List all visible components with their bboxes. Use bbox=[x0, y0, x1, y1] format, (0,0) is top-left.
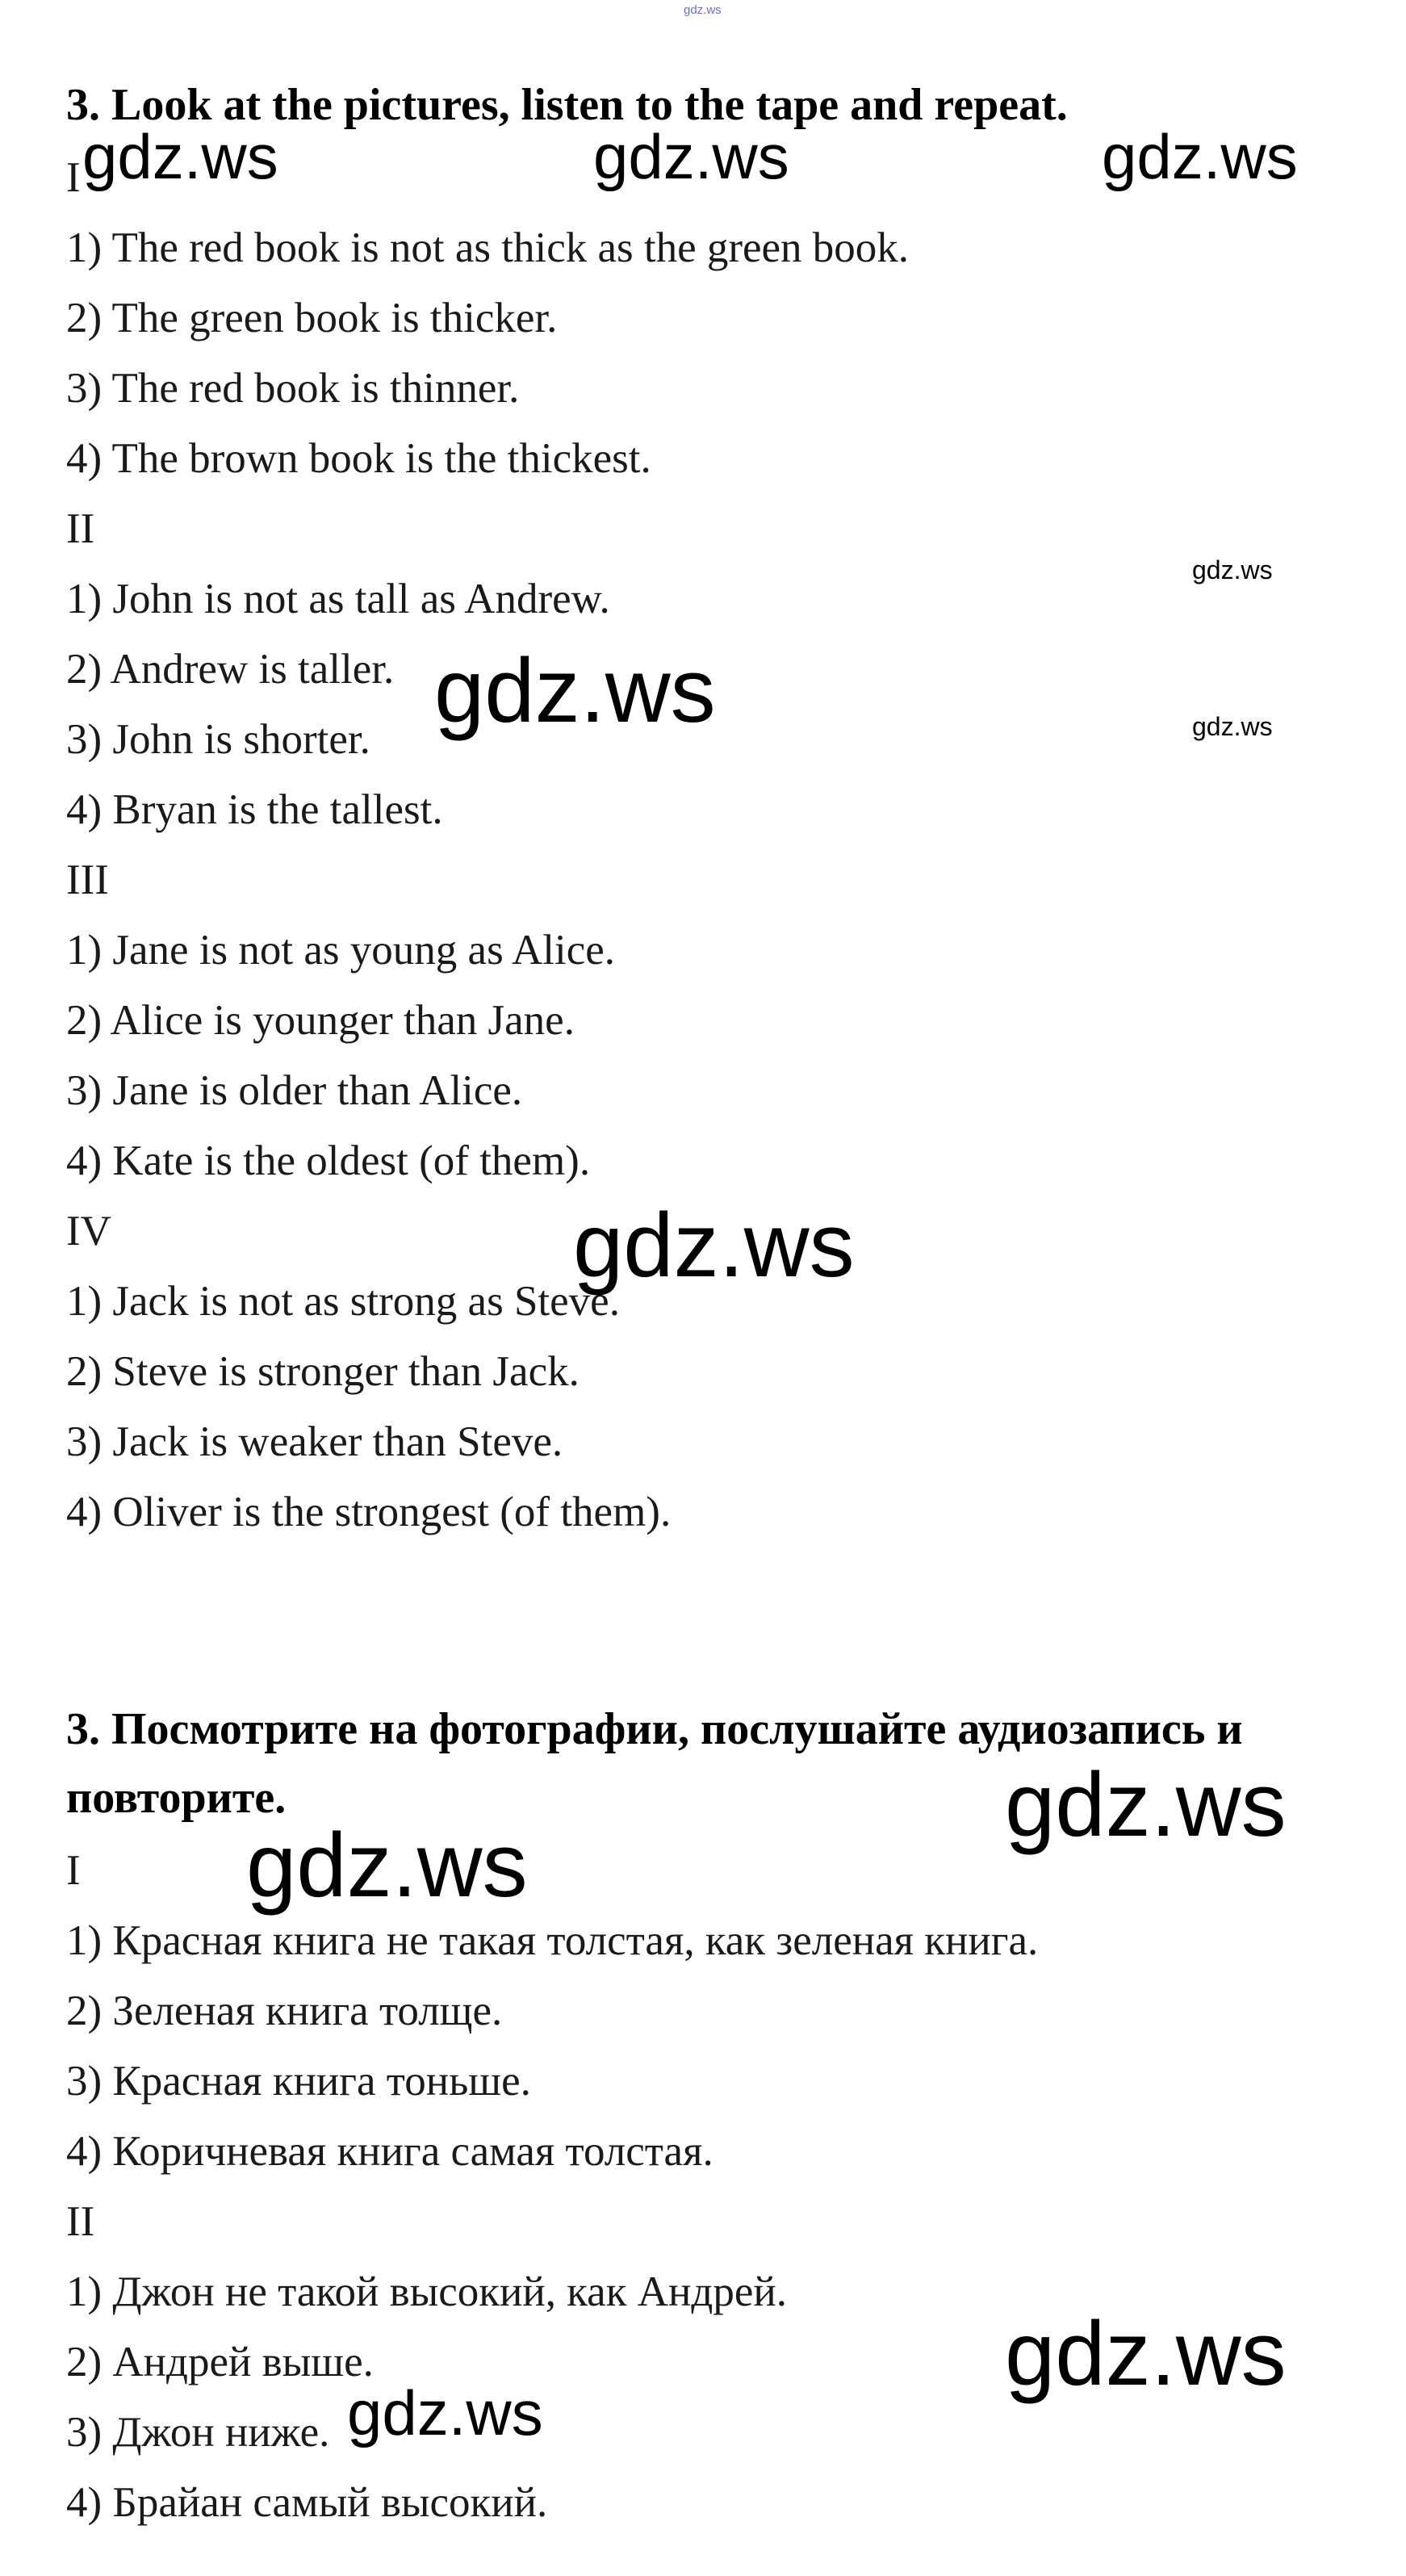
russian-heading-line2: повторите. bbox=[66, 1773, 287, 1823]
watermark: gdz.ws bbox=[82, 121, 278, 192]
sentence-line: 2) Andrew is taller. bbox=[66, 646, 395, 693]
english-heading: 3. Look at the pictures, listen to the tape and repeat. bbox=[66, 80, 1068, 130]
sentence-line: 1) Jane is not as young as Alice. bbox=[66, 927, 616, 974]
sentence-line: 2) The green book is thicker. bbox=[66, 295, 558, 341]
sentence-line: 4) Коричневая книга самая толстая. bbox=[66, 2128, 713, 2175]
sentence-line: 1) John is not as tall as Andrew. bbox=[66, 576, 610, 622]
sentence-line: 3) The red book is thinner. bbox=[66, 365, 520, 412]
sentence-line: 2) Steve is stronger than Jack. bbox=[66, 1348, 580, 1395]
sentence-line: 4) Oliver is the strongest (of them). bbox=[66, 1489, 672, 1535]
russian-heading-line1: 3. Посмотрите на фотографии, послушайте аудиозапись и bbox=[66, 1704, 1243, 1754]
sentence-line: 1) Джон не такой высокий, как Андрей. bbox=[66, 2268, 787, 2315]
sentence-line: 2) Alice is younger than Jane. bbox=[66, 997, 575, 1044]
watermark: gdz.ws bbox=[347, 2377, 543, 2448]
sentence-line: 3) John is shorter. bbox=[66, 716, 370, 763]
sentence-line: 4) Брайан самый высокий. bbox=[66, 2479, 548, 2526]
watermark: gdz.ws bbox=[573, 1195, 855, 1296]
sentence-line: 4) The brown book is the thickest. bbox=[66, 435, 651, 482]
sentence-line: 2) Зеленая книга толще. bbox=[66, 1987, 503, 2034]
group-label-ii: II bbox=[66, 2198, 95, 2245]
sentence-line: 2) Андрей выше. bbox=[66, 2339, 374, 2385]
group-label-i: I bbox=[66, 1847, 81, 1894]
sentence-line: 1) Красная книга не такая толстая, как зеленая книга. bbox=[66, 1917, 1039, 1964]
watermark: gdz.ws bbox=[1005, 1754, 1287, 1855]
sentence-line: 4) Bryan is the tallest. bbox=[66, 786, 443, 833]
sentence-line: 3) Jack is weaker than Steve. bbox=[66, 1418, 563, 1465]
sentence-line: 4) Kate is the oldest (of them). bbox=[66, 1137, 591, 1184]
watermark: gdz.ws bbox=[246, 1815, 528, 1916]
sentence-line: 3) Красная книга тоньше. bbox=[66, 2058, 531, 2105]
group-label-iv: IV bbox=[66, 1208, 111, 1254]
watermark: gdz.ws bbox=[434, 640, 716, 741]
sentence-line: 1) Jack is not as strong as Steve. bbox=[66, 1278, 620, 1325]
watermark: gdz.ws bbox=[1102, 121, 1298, 192]
watermark: gdz.ws bbox=[1005, 2303, 1287, 2404]
watermark: gdz.ws bbox=[593, 121, 789, 192]
group-label-i: I bbox=[66, 154, 81, 201]
group-label-ii: II bbox=[66, 505, 95, 552]
watermark: gdz.ws bbox=[1192, 555, 1273, 584]
sentence-line: 3) Jane is older than Alice. bbox=[66, 1067, 523, 1114]
group-label-iii: III bbox=[66, 857, 109, 903]
sentence-line: 3) Джон ниже. bbox=[66, 2409, 330, 2456]
sentence-line: 1) The red book is not as thick as the green book. bbox=[66, 224, 910, 271]
top-watermark: gdz.ws bbox=[684, 3, 722, 17]
watermark: gdz.ws bbox=[1192, 712, 1273, 741]
